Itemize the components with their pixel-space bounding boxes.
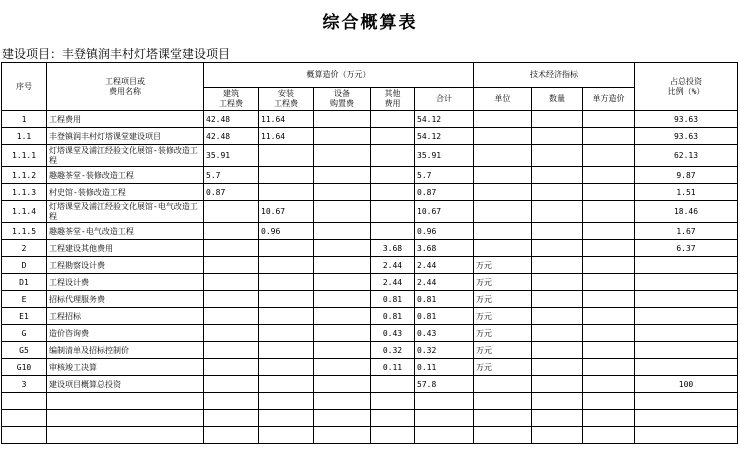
cell-construction (204, 291, 259, 308)
cell-name: 建设项目概算总投资 (47, 376, 204, 393)
cell-total (415, 410, 474, 427)
cell-quantity (532, 274, 583, 291)
cell-name (47, 427, 204, 444)
cell-ratio: 100 (635, 376, 738, 393)
cell-unit-price (583, 257, 635, 274)
cell-unit: 万元 (474, 342, 532, 359)
cell-other: 0.43 (371, 325, 415, 342)
cell-ratio (635, 291, 738, 308)
cell-quantity (532, 325, 583, 342)
cell-name: 村史馆-装修改造工程 (47, 184, 204, 201)
table-row (2, 145, 738, 167)
cell-ratio (635, 308, 738, 325)
header-seq: 序号 (2, 63, 47, 111)
cell-name: 工程建设其他费用 (47, 240, 204, 257)
cell-name: 招标代理服务费 (47, 291, 204, 308)
cell-unit (474, 240, 532, 257)
cell-other (371, 167, 415, 184)
cell-quantity (532, 240, 583, 257)
table-row (2, 308, 738, 325)
cell-ratio: 1.67 (635, 223, 738, 240)
table-row (2, 257, 738, 274)
cell-ratio: 6.37 (635, 240, 738, 257)
cell-ratio (635, 325, 738, 342)
cell-installation: 0.96 (259, 223, 314, 240)
cell-installation (259, 145, 314, 167)
cell-quantity (532, 128, 583, 145)
cell-unit-price (583, 376, 635, 393)
cell-name: 趣趣茶堂-装修改造工程 (47, 167, 204, 184)
cell-installation (259, 393, 314, 410)
cell-other (371, 427, 415, 444)
header-quantity: 数量 (532, 88, 583, 111)
cell-unit: 万元 (474, 308, 532, 325)
table-row (2, 274, 738, 291)
cell-unit-price (583, 274, 635, 291)
cell-name: 工程勘察设计费 (47, 257, 204, 274)
cell-construction (204, 201, 259, 223)
cell-unit-price (583, 201, 635, 223)
cell-other (371, 410, 415, 427)
cell-name: 工程费用 (47, 111, 204, 128)
cell-seq: 1.1.3 (2, 184, 47, 201)
cell-seq: 1.1.5 (2, 223, 47, 240)
cell-seq (2, 393, 47, 410)
cell-ratio (635, 257, 738, 274)
project-label: 建设项目：丰登镇润丰村灯塔课堂建设项目 (2, 47, 231, 61)
table-row (2, 240, 738, 257)
cell-installation (259, 359, 314, 376)
cell-seq: D1 (2, 274, 47, 291)
cell-unit-price (583, 240, 635, 257)
cell-unit-price (583, 410, 635, 427)
cell-unit (474, 184, 532, 201)
cell-construction: 42.48 (204, 111, 259, 128)
cell-total: 54.12 (415, 111, 474, 128)
document-title: 综合概算表 (322, 13, 418, 33)
cell-seq: G5 (2, 342, 47, 359)
cell-equipment (314, 274, 371, 291)
cell-seq: 2 (2, 240, 47, 257)
cell-total: 0.87 (415, 184, 474, 201)
cell-other: 2.44 (371, 257, 415, 274)
cell-name (47, 410, 204, 427)
cell-installation (259, 376, 314, 393)
cell-ratio: 93.63 (635, 128, 738, 145)
header-unit-price: 单方造价 (583, 88, 635, 111)
cell-construction (204, 257, 259, 274)
table-row (2, 201, 738, 223)
table-row (2, 167, 738, 184)
table-row (2, 223, 738, 240)
cell-installation (259, 427, 314, 444)
table-body (2, 111, 738, 444)
cell-other (371, 111, 415, 128)
cell-construction (204, 240, 259, 257)
cell-unit: 万元 (474, 291, 532, 308)
table-row (2, 393, 738, 410)
header-other: 其他 费用 (371, 88, 415, 111)
cell-installation (259, 184, 314, 201)
table-row (2, 427, 738, 444)
cell-name: 灯塔课堂及浦江经验文化展馆-电气改造工程 (47, 201, 204, 223)
cell-construction (204, 393, 259, 410)
cell-ratio (635, 410, 738, 427)
cell-seq (2, 427, 47, 444)
cell-other: 0.11 (371, 359, 415, 376)
cell-other (371, 145, 415, 167)
cell-equipment (314, 184, 371, 201)
cell-construction: 0.87 (204, 184, 259, 201)
cell-unit (474, 410, 532, 427)
cell-seq (2, 410, 47, 427)
cell-equipment (314, 308, 371, 325)
cell-construction: 42.48 (204, 128, 259, 145)
cell-seq: 1.1 (2, 128, 47, 145)
cell-total (415, 393, 474, 410)
cell-seq: 1 (2, 111, 47, 128)
cell-unit: 万元 (474, 325, 532, 342)
cell-construction (204, 308, 259, 325)
cell-ratio: 18.46 (635, 201, 738, 223)
cell-other: 0.81 (371, 291, 415, 308)
cell-installation (259, 257, 314, 274)
cell-unit-price (583, 184, 635, 201)
cell-unit-price (583, 427, 635, 444)
cell-equipment (314, 393, 371, 410)
cell-seq: 1.1.1 (2, 145, 47, 167)
cell-name: 编制清单及招标控制价 (47, 342, 204, 359)
cell-equipment (314, 427, 371, 444)
cell-seq: G (2, 325, 47, 342)
cell-other (371, 223, 415, 240)
table-row (2, 128, 738, 145)
cell-unit: 万元 (474, 274, 532, 291)
cell-name: 趣趣茶堂-电气改造工程 (47, 223, 204, 240)
cell-quantity (532, 257, 583, 274)
cell-installation (259, 240, 314, 257)
cell-ratio (635, 427, 738, 444)
cell-unit-price (583, 308, 635, 325)
cell-quantity (532, 308, 583, 325)
cell-quantity (532, 376, 583, 393)
cell-installation (259, 274, 314, 291)
cell-quantity (532, 145, 583, 167)
header-equipment: 设备 购置费 (314, 88, 371, 111)
cell-construction (204, 427, 259, 444)
cell-construction: 5.7 (204, 167, 259, 184)
header-tech-group: 技术经济指标 (474, 63, 635, 88)
cell-other (371, 201, 415, 223)
cell-ratio (635, 342, 738, 359)
cell-total: 2.44 (415, 274, 474, 291)
cell-unit (474, 128, 532, 145)
cell-other (371, 376, 415, 393)
cell-name: 工程招标 (47, 308, 204, 325)
cell-unit (474, 393, 532, 410)
cell-total: 0.43 (415, 325, 474, 342)
cell-unit (474, 145, 532, 167)
cell-ratio: 93.63 (635, 111, 738, 128)
cell-name: 丰登镇润丰村灯塔课堂建设项目 (47, 128, 204, 145)
cell-equipment (314, 201, 371, 223)
cell-ratio: 62.13 (635, 145, 738, 167)
cell-total: 0.81 (415, 308, 474, 325)
cell-equipment (314, 410, 371, 427)
cell-installation (259, 308, 314, 325)
cell-seq: E (2, 291, 47, 308)
cell-quantity (532, 291, 583, 308)
cell-construction (204, 223, 259, 240)
cell-seq: 1.1.4 (2, 201, 47, 223)
cell-unit-price (583, 393, 635, 410)
cell-ratio (635, 393, 738, 410)
cell-unit (474, 223, 532, 240)
cell-total: 0.32 (415, 342, 474, 359)
table-row (2, 111, 738, 128)
cell-construction: 35.91 (204, 145, 259, 167)
cell-equipment (314, 240, 371, 257)
cell-quantity (532, 223, 583, 240)
cell-unit-price (583, 128, 635, 145)
cell-quantity (532, 167, 583, 184)
cell-total (415, 427, 474, 444)
cell-quantity (532, 342, 583, 359)
cell-name: 审核竣工决算 (47, 359, 204, 376)
cell-total: 3.68 (415, 240, 474, 257)
cell-name (47, 393, 204, 410)
cell-name: 工程设计费 (47, 274, 204, 291)
cell-total: 0.81 (415, 291, 474, 308)
cell-seq: D (2, 257, 47, 274)
cell-other (371, 393, 415, 410)
table-row (2, 359, 738, 376)
cell-total: 35.91 (415, 145, 474, 167)
cell-ratio (635, 274, 738, 291)
cell-other (371, 184, 415, 201)
cell-equipment (314, 325, 371, 342)
cell-quantity (532, 359, 583, 376)
cell-unit-price (583, 359, 635, 376)
cell-equipment (314, 145, 371, 167)
cell-other: 2.44 (371, 274, 415, 291)
cell-unit-price (583, 111, 635, 128)
cell-quantity (532, 184, 583, 201)
estimate-table (1, 62, 738, 444)
cell-equipment (314, 359, 371, 376)
cell-equipment (314, 128, 371, 145)
cell-equipment (314, 111, 371, 128)
cell-unit (474, 201, 532, 223)
cell-unit (474, 111, 532, 128)
cell-equipment (314, 291, 371, 308)
header-construction: 建筑 工程费 (204, 88, 259, 111)
cell-total: 2.44 (415, 257, 474, 274)
cell-installation (259, 410, 314, 427)
cell-unit (474, 376, 532, 393)
cell-installation (259, 167, 314, 184)
cell-construction (204, 376, 259, 393)
cell-quantity (532, 427, 583, 444)
cell-unit-price (583, 223, 635, 240)
cell-installation: 11.64 (259, 111, 314, 128)
cell-unit-price (583, 325, 635, 342)
header-ratio: 占总投资 比例（%） (635, 63, 738, 111)
cell-other: 3.68 (371, 240, 415, 257)
cell-equipment (314, 223, 371, 240)
cell-construction (204, 325, 259, 342)
cell-equipment (314, 167, 371, 184)
cell-total: 0.11 (415, 359, 474, 376)
cell-construction (204, 410, 259, 427)
cell-equipment (314, 257, 371, 274)
header-installation: 安装 工程费 (259, 88, 314, 111)
cell-ratio: 1.51 (635, 184, 738, 201)
cell-unit-price (583, 145, 635, 167)
cell-quantity (532, 393, 583, 410)
header-estimate-group: 概算造价（万元） (204, 63, 474, 88)
cell-seq: G10 (2, 359, 47, 376)
cell-equipment (314, 342, 371, 359)
table-row (2, 410, 738, 427)
table-row (2, 325, 738, 342)
cell-unit-price (583, 291, 635, 308)
cell-seq: 3 (2, 376, 47, 393)
cell-ratio (635, 359, 738, 376)
cell-name: 造价咨询费 (47, 325, 204, 342)
table-row (2, 291, 738, 308)
cell-installation (259, 342, 314, 359)
cell-unit: 万元 (474, 359, 532, 376)
cell-unit (474, 427, 532, 444)
cell-total: 54.12 (415, 128, 474, 145)
table-row (2, 342, 738, 359)
cell-unit-price (583, 167, 635, 184)
cell-name: 灯塔课堂及浦江经验文化展馆-装修改造工程 (47, 145, 204, 167)
header-total: 合计 (415, 88, 474, 111)
cell-quantity (532, 410, 583, 427)
cell-installation (259, 291, 314, 308)
cell-ratio: 9.87 (635, 167, 738, 184)
cell-seq: E1 (2, 308, 47, 325)
cell-seq: 1.1.2 (2, 167, 47, 184)
cell-equipment (314, 376, 371, 393)
cell-construction (204, 274, 259, 291)
cell-other: 0.81 (371, 308, 415, 325)
cell-construction (204, 342, 259, 359)
cell-other (371, 128, 415, 145)
table-row (2, 184, 738, 201)
cell-total: 10.67 (415, 201, 474, 223)
cell-total: 5.7 (415, 167, 474, 184)
cell-quantity (532, 201, 583, 223)
cell-installation: 11.64 (259, 128, 314, 145)
cell-quantity (532, 111, 583, 128)
header-unit: 单位 (474, 88, 532, 111)
cell-unit-price (583, 342, 635, 359)
table-row (2, 376, 738, 393)
cell-unit: 万元 (474, 257, 532, 274)
header-name: 工程项目或 费用名称 (47, 63, 204, 111)
cell-total: 57.8 (415, 376, 474, 393)
cell-construction (204, 359, 259, 376)
cell-other: 0.32 (371, 342, 415, 359)
cell-installation: 10.67 (259, 201, 314, 223)
cell-unit (474, 167, 532, 184)
cell-total: 0.96 (415, 223, 474, 240)
cell-installation (259, 325, 314, 342)
